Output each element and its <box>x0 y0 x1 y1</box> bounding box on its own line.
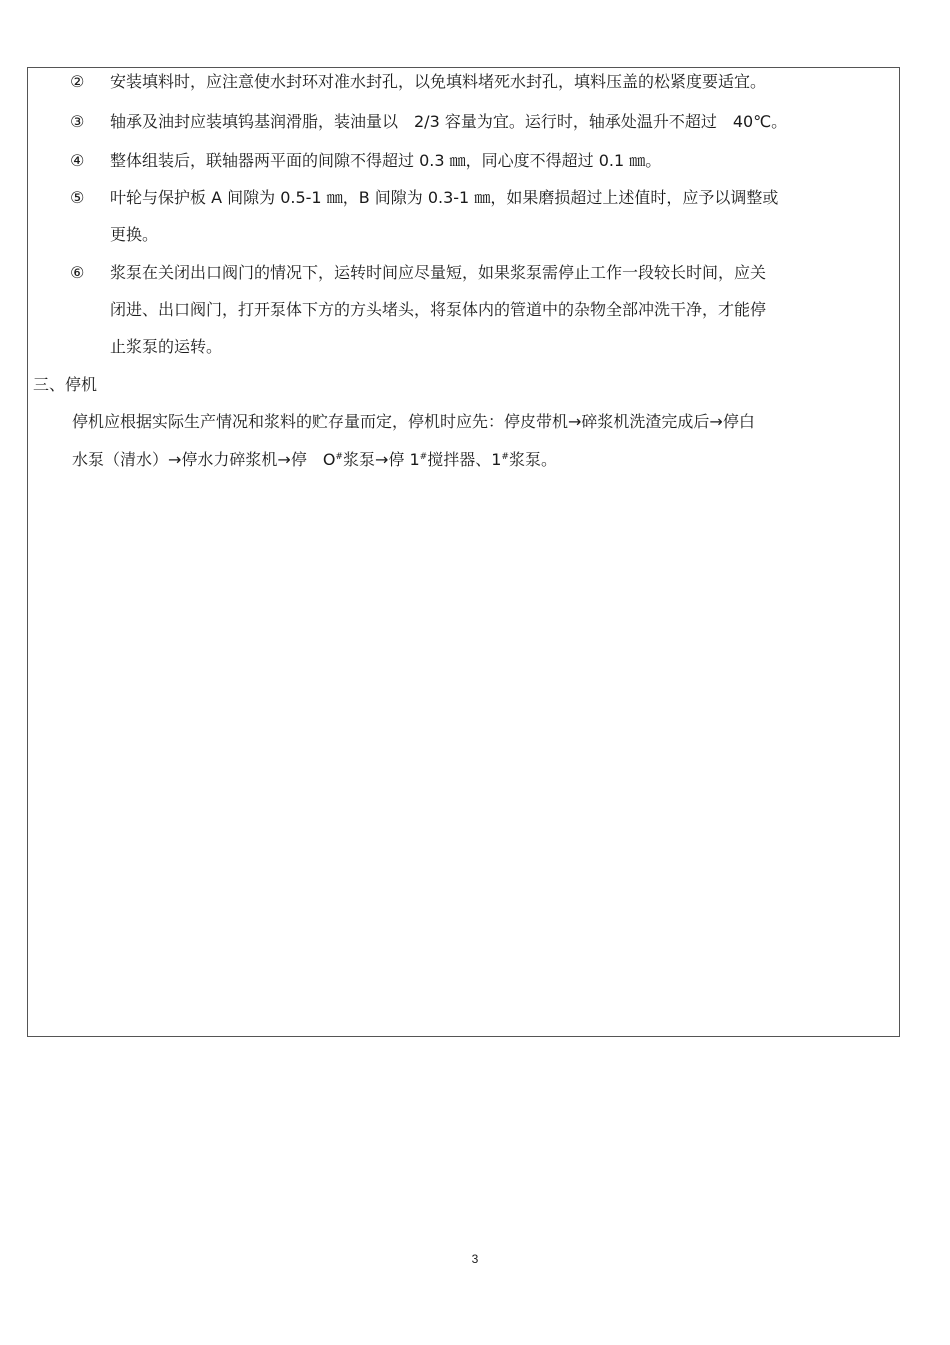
item-number: ② <box>70 72 85 91</box>
item-number: ⑤ <box>70 188 85 207</box>
item-number: ⑥ <box>70 263 85 282</box>
item-text-continued: 止浆泵的运转。 <box>110 337 223 356</box>
item-text: 安装填料时，应注意使水封环对准水封孔，以免填料堵死水封孔，填料压盖的松紧度要适宜。 <box>110 72 767 91</box>
item-number: ④ <box>70 151 85 170</box>
item-text-continued: 闭进、出口阀门，打开泵体下方的方头堵头，将泵体内的管道中的杂物全部冲洗干净，才能停 <box>110 300 767 319</box>
item-number: ③ <box>70 112 85 131</box>
item-text: 浆泵在关闭出口阀门的情况下，运转时间应尽量短，如果浆泵需停止工作一段较长时间，应关 <box>110 263 767 282</box>
content-frame <box>27 67 900 1037</box>
section-heading: 三、停机 <box>33 375 98 394</box>
page-number: 3 <box>471 1252 479 1266</box>
item-text: 整体组装后，联轴器两平面的间隙不得超过 0.3 ㎜，同心度不得超过 0.1 ㎜。 <box>110 151 662 170</box>
section-paragraph-line: 停机应根据实际生产情况和浆料的贮存量而定，停机时应先：停皮带机→碎浆机洗渣完成后→停白 <box>72 412 755 431</box>
section-paragraph-line: 水泵（清水）→停水力碎浆机→停 O#浆泵→停 1#搅拌器、1#浆泵。 <box>72 450 557 469</box>
item-text: 轴承及油封应装填钨基润滑脂，装油量以 2/3 容量为宜。运行时，轴承处温升不超过 40℃。 <box>110 112 788 131</box>
item-text: 叶轮与保护板 A 间隙为 0.5-1 ㎜，B 间隙为 0.3-1 ㎜，如果磨损超过上述值时，应予以调整或 <box>110 188 779 207</box>
item-text-continued: 更换。 <box>110 225 159 244</box>
